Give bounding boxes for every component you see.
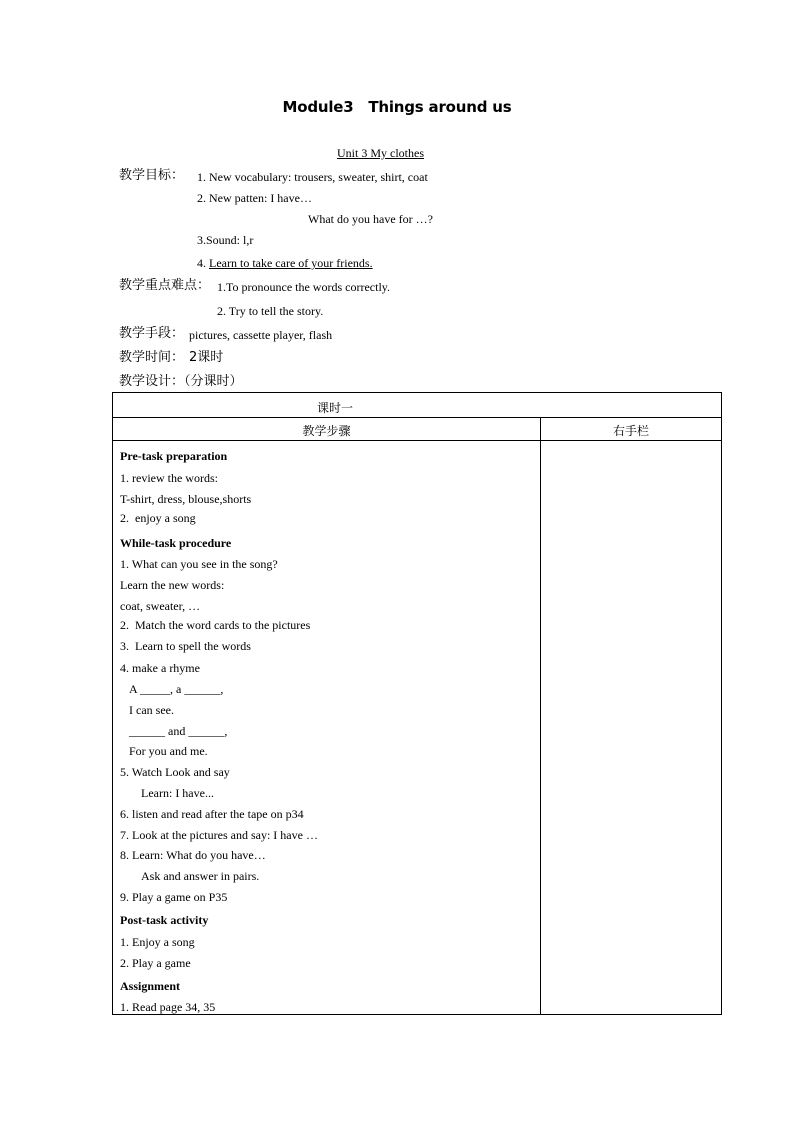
steps-header-cell [113,418,541,441]
key-points-label: 教学重点难点： [119,278,211,293]
objective-4 [197,256,373,270]
section-heading: Assignment [120,979,181,993]
right-column-cell [541,441,722,1015]
section-heading: Post-task activity [120,913,209,927]
step-line: 2. Match the word cards to the pictures [120,618,311,632]
means-label: 教学手段： [119,326,185,341]
step-line: 5. Watch Look and say [120,765,230,779]
lesson-label: 课时一 [317,401,354,415]
section-heading: Pre-task preparation [120,449,228,463]
step-line: 1. What can you see in the song? [120,557,278,571]
objectives-label: 教学目标： [119,168,185,183]
step-line: 9. Play a game on P35 [120,890,228,904]
rhyme-line: I can see. [129,703,174,717]
step-line: 2. Play a game [120,956,191,970]
step-line: 6. listen and read after the tape on p34 [120,807,304,821]
objective-2a: 2. New patten: I have… [197,191,312,205]
step-subline: Ask and answer in pairs. [141,869,260,883]
right-column-header-cell [541,418,722,441]
step-line: 3. Learn to spell the words [120,639,251,653]
step-line: 1. Read page 34, 35 [120,1000,216,1014]
time-label: 教学时间： [119,350,185,365]
step-line: 7. Look at the pictures and say: I have … [120,828,318,842]
rhyme-line: A _____, a ______, [129,682,224,696]
module-title: Module3 Things around us [282,98,512,116]
step-line: T-shirt, dress, blouse,shorts [120,492,252,506]
step-line: coat, sweater, … [120,599,201,613]
step-line: 1. review the words: [120,471,218,485]
lesson-header-cell [113,393,722,418]
rhyme-line: For you and me. [129,744,208,758]
objective-1: 1. New vocabulary: trousers, sweater, shirt, coat [197,170,428,184]
key-point-1: 1.To pronounce the words correctly. [217,280,390,294]
step-line: Learn the new words: [120,578,225,592]
time-text: 2课时 [189,350,224,365]
step-line: 1. Enjoy a song [120,935,195,949]
key-point-2: 2. Try to tell the story. [217,304,324,318]
objective-3: 3.Sound: l,r [197,233,254,247]
steps-cell [113,441,541,1015]
unit-title: Unit 3 My clothes [337,146,424,160]
step-line: 4. make a rhyme [120,661,200,675]
means-text: pictures, cassette player, flash [189,328,333,342]
steps-header: 教学步骤 [302,424,351,438]
objective-2b: What do you have for …? [308,212,433,226]
right-column-header: 右手栏 [613,424,650,438]
design-label: 教学设计：（分课时） [119,374,243,389]
step-subline: Learn: I have... [141,786,214,800]
step-line: 8. Learn: What do you have… [120,848,266,862]
objective-4-text: Learn to take care of your friends. [209,256,373,270]
lesson-plan-table [112,392,722,1015]
rhyme-line: ______ and ______, [129,724,228,738]
section-heading: While-task procedure [120,536,232,550]
step-line: 2. enjoy a song [120,511,196,525]
objective-4-number: 4. [197,256,206,270]
